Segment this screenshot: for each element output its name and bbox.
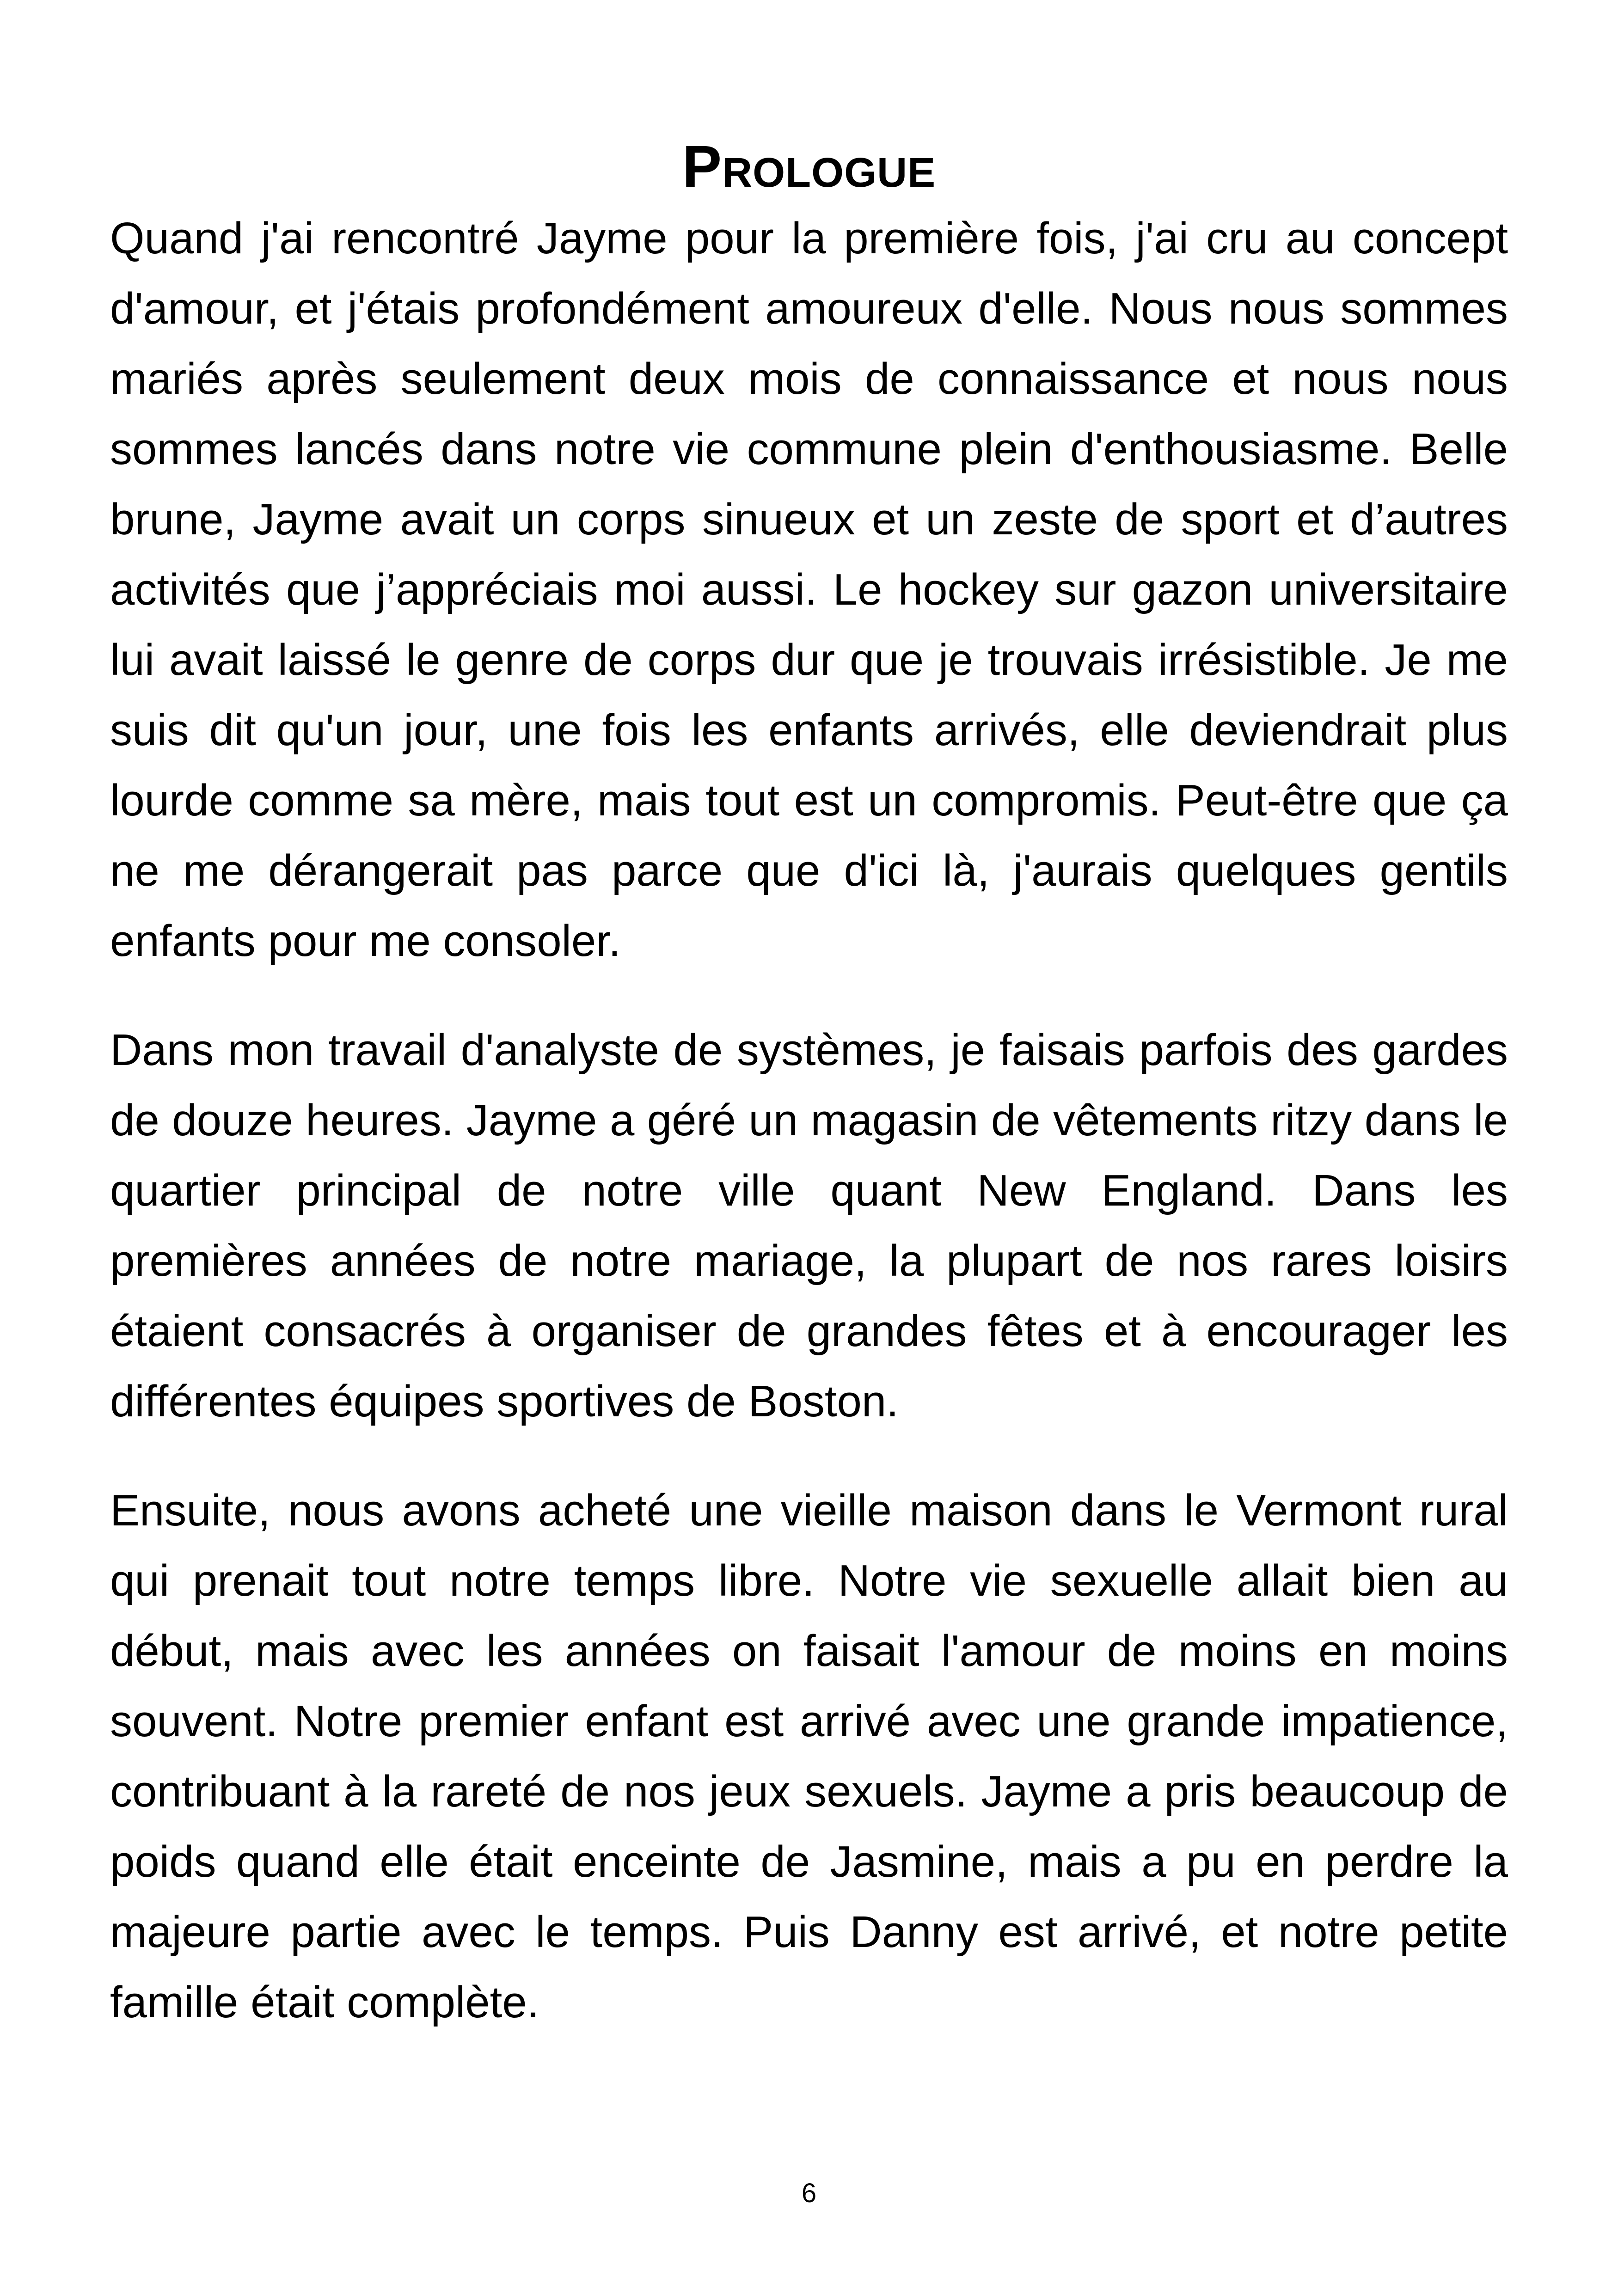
paragraph-3: Ensuite, nous avons acheté une vieille maison dans le Vermont rural qui prenait tout notre temps libre. Notre vie sexuelle allait bien au début, mais avec les années on faisait l'amour de moins en moins souvent. Notre premier enfant est arrivé avec une grande impatience, contribuant à la rareté de nos jeux sexuels. Jayme a pris beaucoup de poids quand elle était enceinte de Jasmine, mais a pu en perdre la majeure partie avec le temps. Puis Danny est arrivé, et notre petite famille était complète.	[110, 1486, 1508, 2027]
page-number: 6	[801, 2178, 817, 2208]
paragraph-1: Quand j'ai rencontré Jayme pour la première fois, j'ai cru au concept d'amour, et j'étais profondément amoureux d'elle. Nous nous sommes mariés après seulement deux mois de connaissance et nous nous sommes lancés dans notre vie commune plein d'enthousiasme. Belle brune, Jayme avait un corps sinueux et un zeste de sport et d’autres activités que j’appréciais moi aussi. Le hockey sur gazon universitaire lui avait laissé le genre de corps dur que je trouvais irrésistible. Je me suis dit qu'un jour, une fois les enfants arrivés, elle deviendrait plus lourde comme sa mère, mais tout est un compromis. Peut-être que ça ne me dérangerait pas parce que d'ici là, j'aurais quelques gentils enfants pour me consoler.	[110, 214, 1508, 966]
paragraph-2: Dans mon travail d'analyste de systèmes, je faisais parfois des gardes de douze heures. Jayme a géré un magasin de vêtements ritzy dans le quartier principal de notre ville quant New England. Dans les premières années de notre mariage, la plupart de nos rares loisirs étaient consacrés à organiser de grandes fêtes et à encourager les différentes équipes sportives de Boston.	[110, 1025, 1508, 1426]
chapter-title: Prologue	[682, 133, 936, 200]
chapter-body	[110, 203, 1508, 2076]
